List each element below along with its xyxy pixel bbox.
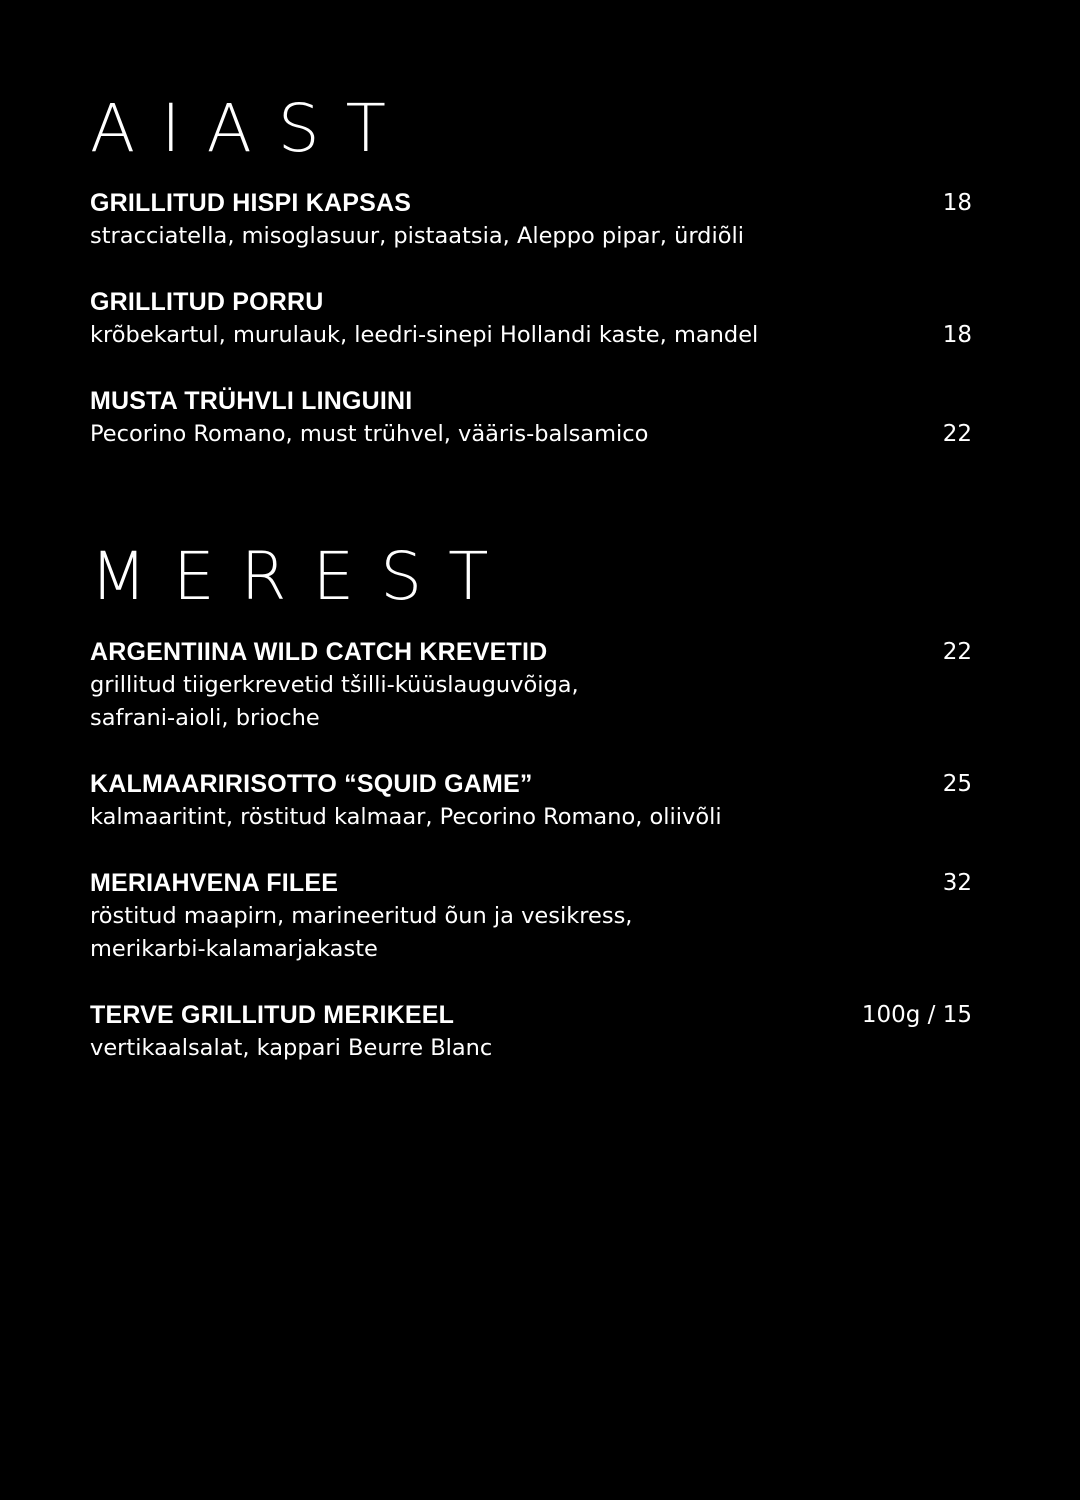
- item-description: vertikaalsalat, kappari Beurre Blanc: [90, 1035, 493, 1061]
- item-name: TERVE GRILLITUD MERIKEEL: [90, 1001, 455, 1029]
- item-name: MUSTA TRÜHVLI LINGUINI: [90, 387, 413, 415]
- item-price: 32: [942, 870, 972, 896]
- section-title-aiast: AIAST: [90, 90, 412, 167]
- item-description: krõbekartul, murulauk, leedri-sinepi Hollandi kaste, mandel: [90, 322, 759, 348]
- item-description: Pecorino Romano, must trühvel, vääris-balsamico: [90, 421, 649, 447]
- item-price: 25: [942, 771, 972, 797]
- item-price: 100g / 15: [861, 1002, 972, 1028]
- section-title-merest: MEREST: [90, 538, 515, 615]
- menu-item-hispi-kapsas: [90, 187, 972, 253]
- item-price: 18: [942, 190, 972, 216]
- menu-item-kalmaaririsotto: [90, 768, 972, 834]
- item-price: 18: [942, 322, 972, 348]
- item-name: GRILLITUD HISPI KAPSAS: [90, 189, 412, 217]
- item-description-line: grillitud tiigerkrevetid tšilli-küüslauguvõiga,: [90, 672, 579, 698]
- item-description: kalmaaritint, röstitud kalmaar, Pecorino Romano, oliivõli: [90, 804, 722, 830]
- menu-item-truhvli-linguini: [90, 385, 972, 451]
- item-description: stracciatella, misoglasuur, pistaatsia, Aleppo pipar, ürdiõli: [90, 223, 744, 249]
- menu-item-meriahvena-filee: [90, 867, 972, 966]
- item-description-line: röstitud maapirn, marineeritud õun ja vesikress,: [90, 903, 633, 929]
- item-name: MERIAHVENA FILEE: [90, 869, 339, 897]
- item-name: KALMAARIRISOTTO “SQUID GAME”: [90, 770, 533, 798]
- item-name: ARGENTIINA WILD CATCH KREVETID: [90, 638, 548, 666]
- item-name: GRILLITUD PORRU: [90, 288, 324, 316]
- item-price: 22: [942, 421, 972, 447]
- menu-item-krevetid: [90, 636, 972, 735]
- item-description-line: safrani-aioli, brioche: [90, 705, 320, 731]
- item-description-line: merikarbi-kalamarjakaste: [90, 936, 378, 962]
- item-price: 22: [942, 639, 972, 665]
- menu-item-merikeel: [90, 999, 972, 1065]
- menu-item-porru: [90, 286, 972, 352]
